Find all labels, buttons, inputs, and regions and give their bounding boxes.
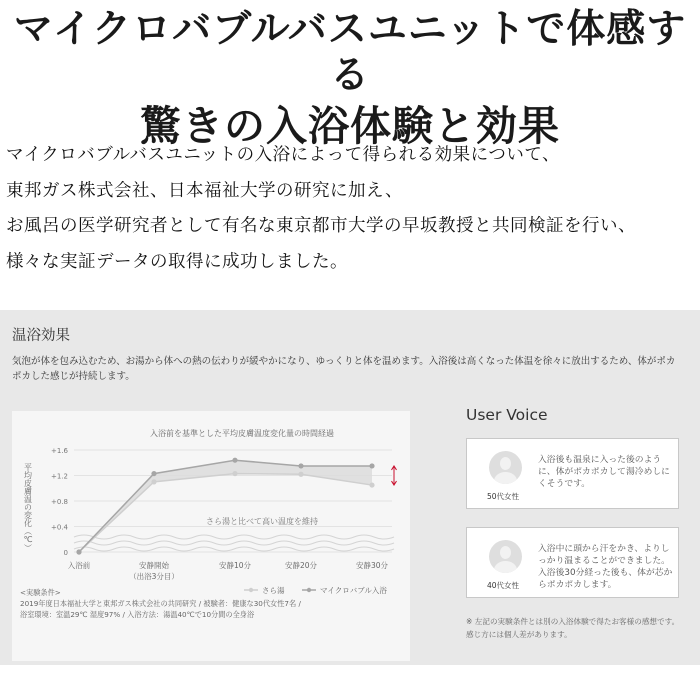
footnote-line: ※ 左記の実験条件とは別の入浴体験で得たお客様の感想です。 xyxy=(466,617,680,626)
user-age-label: 40代女性 xyxy=(487,581,520,590)
series-line xyxy=(79,474,372,552)
intro-line-2: 東邦ガス株式会社、日本福祉大学の研究に加え、 xyxy=(6,180,404,201)
wave-decoration xyxy=(74,535,394,539)
legend-label: マイクロバブル入浴 xyxy=(320,586,387,595)
legend-marker xyxy=(307,588,311,592)
panel-description: 気泡が体を包み込むため、お湯から体への熱の伝わりが緩やかになり、ゆっくりと体を温めます。入浴後は高くなった体温を徐々に放出するため、体がポカポカした感じが持続します。 xyxy=(12,356,676,382)
data-point xyxy=(151,479,156,484)
user-age-label: 50代女性 xyxy=(487,492,520,501)
intro-line-3: お風呂の医学研究者として有名な東京都市大学の早坂教授と共同検証を行い、 xyxy=(6,216,636,236)
x-tick-label: 安静開始 xyxy=(139,561,169,570)
intro-line-4: 様々な実証データの取得に成功しました。 xyxy=(6,251,348,272)
avatar-icon xyxy=(489,540,522,573)
y-tick-label: +0.8 xyxy=(51,498,68,506)
headline-line-2: 驚きの入浴体験と効果 xyxy=(140,102,560,150)
chart-note-line: 浴室環境：室温29℃ 湿度97% / 入浴方法：湯温40℃で10分間の全身浴 xyxy=(20,610,255,619)
temperature-chart-svg xyxy=(12,411,410,661)
user-voice-text: 入浴後も温泉に入った後のように、体がポカポカして湯冷めしにくそうです。 xyxy=(538,455,670,489)
footnote-line: 感じ方には個人差があります。 xyxy=(466,630,572,639)
x-tick-label: 安静10分 xyxy=(218,561,252,570)
headline-line-1: マイクロバブルバスユニットで体感する xyxy=(13,6,687,98)
avatar-icon xyxy=(489,451,522,484)
data-point xyxy=(298,472,303,477)
user-voice-title: User Voice xyxy=(466,406,548,424)
x-tick-sublabel: （出浴3分目） xyxy=(129,572,179,581)
user-voice-text: 入浴中に頭から汗をかき、よりしっかり温まることができました。入浴後30分経った後も、体が芯からポカポカします。 xyxy=(538,544,673,590)
user-voice-footnote xyxy=(466,615,692,641)
intro-line-1: マイクロバブルバスユニットの入浴によって得られる効果について、 xyxy=(6,145,560,165)
chart-title: 入浴前を基準とした平均皮膚温度変化量の時間経過 xyxy=(150,429,334,438)
warm-bath-effect-panel xyxy=(0,310,700,665)
headline xyxy=(0,6,700,150)
data-point xyxy=(76,549,81,554)
panel-title: 温浴効果 xyxy=(12,328,70,344)
data-point xyxy=(151,471,156,476)
y-tick-label: +1.6 xyxy=(51,447,68,455)
wave-decoration xyxy=(74,547,394,551)
temperature-chart xyxy=(12,411,410,661)
wave-decoration xyxy=(74,541,394,545)
legend-label: さら湯 xyxy=(262,586,285,595)
data-point xyxy=(369,482,374,487)
data-point xyxy=(298,463,303,468)
y-tick-label: +1.2 xyxy=(51,472,68,481)
x-tick-label: 安静20分 xyxy=(284,561,318,570)
chart-notes xyxy=(20,587,301,620)
user-voice-card xyxy=(466,527,679,598)
chart-note-line: 2019年度日本福祉大学と東邦ガス株式会社の共同研究 / 被験者：健康な30代女性7名 / xyxy=(20,599,301,608)
x-tick-label: 入浴前 xyxy=(67,561,91,570)
user-voice-card xyxy=(466,438,679,509)
chart-annotation: さら湯と比べて高い温度を維持 xyxy=(206,517,318,526)
y-axis-label: 平均皮膚温の変化（℃） xyxy=(23,463,33,552)
data-point xyxy=(232,458,237,463)
x-tick-label: 安静30分 xyxy=(355,561,389,570)
data-point xyxy=(369,463,374,468)
intro-text xyxy=(6,138,696,280)
chart-note-line: <実験条件> xyxy=(20,588,61,597)
y-tick-label: +0.4 xyxy=(51,523,68,532)
data-point xyxy=(232,471,237,476)
y-tick-label: 0 xyxy=(63,549,68,557)
